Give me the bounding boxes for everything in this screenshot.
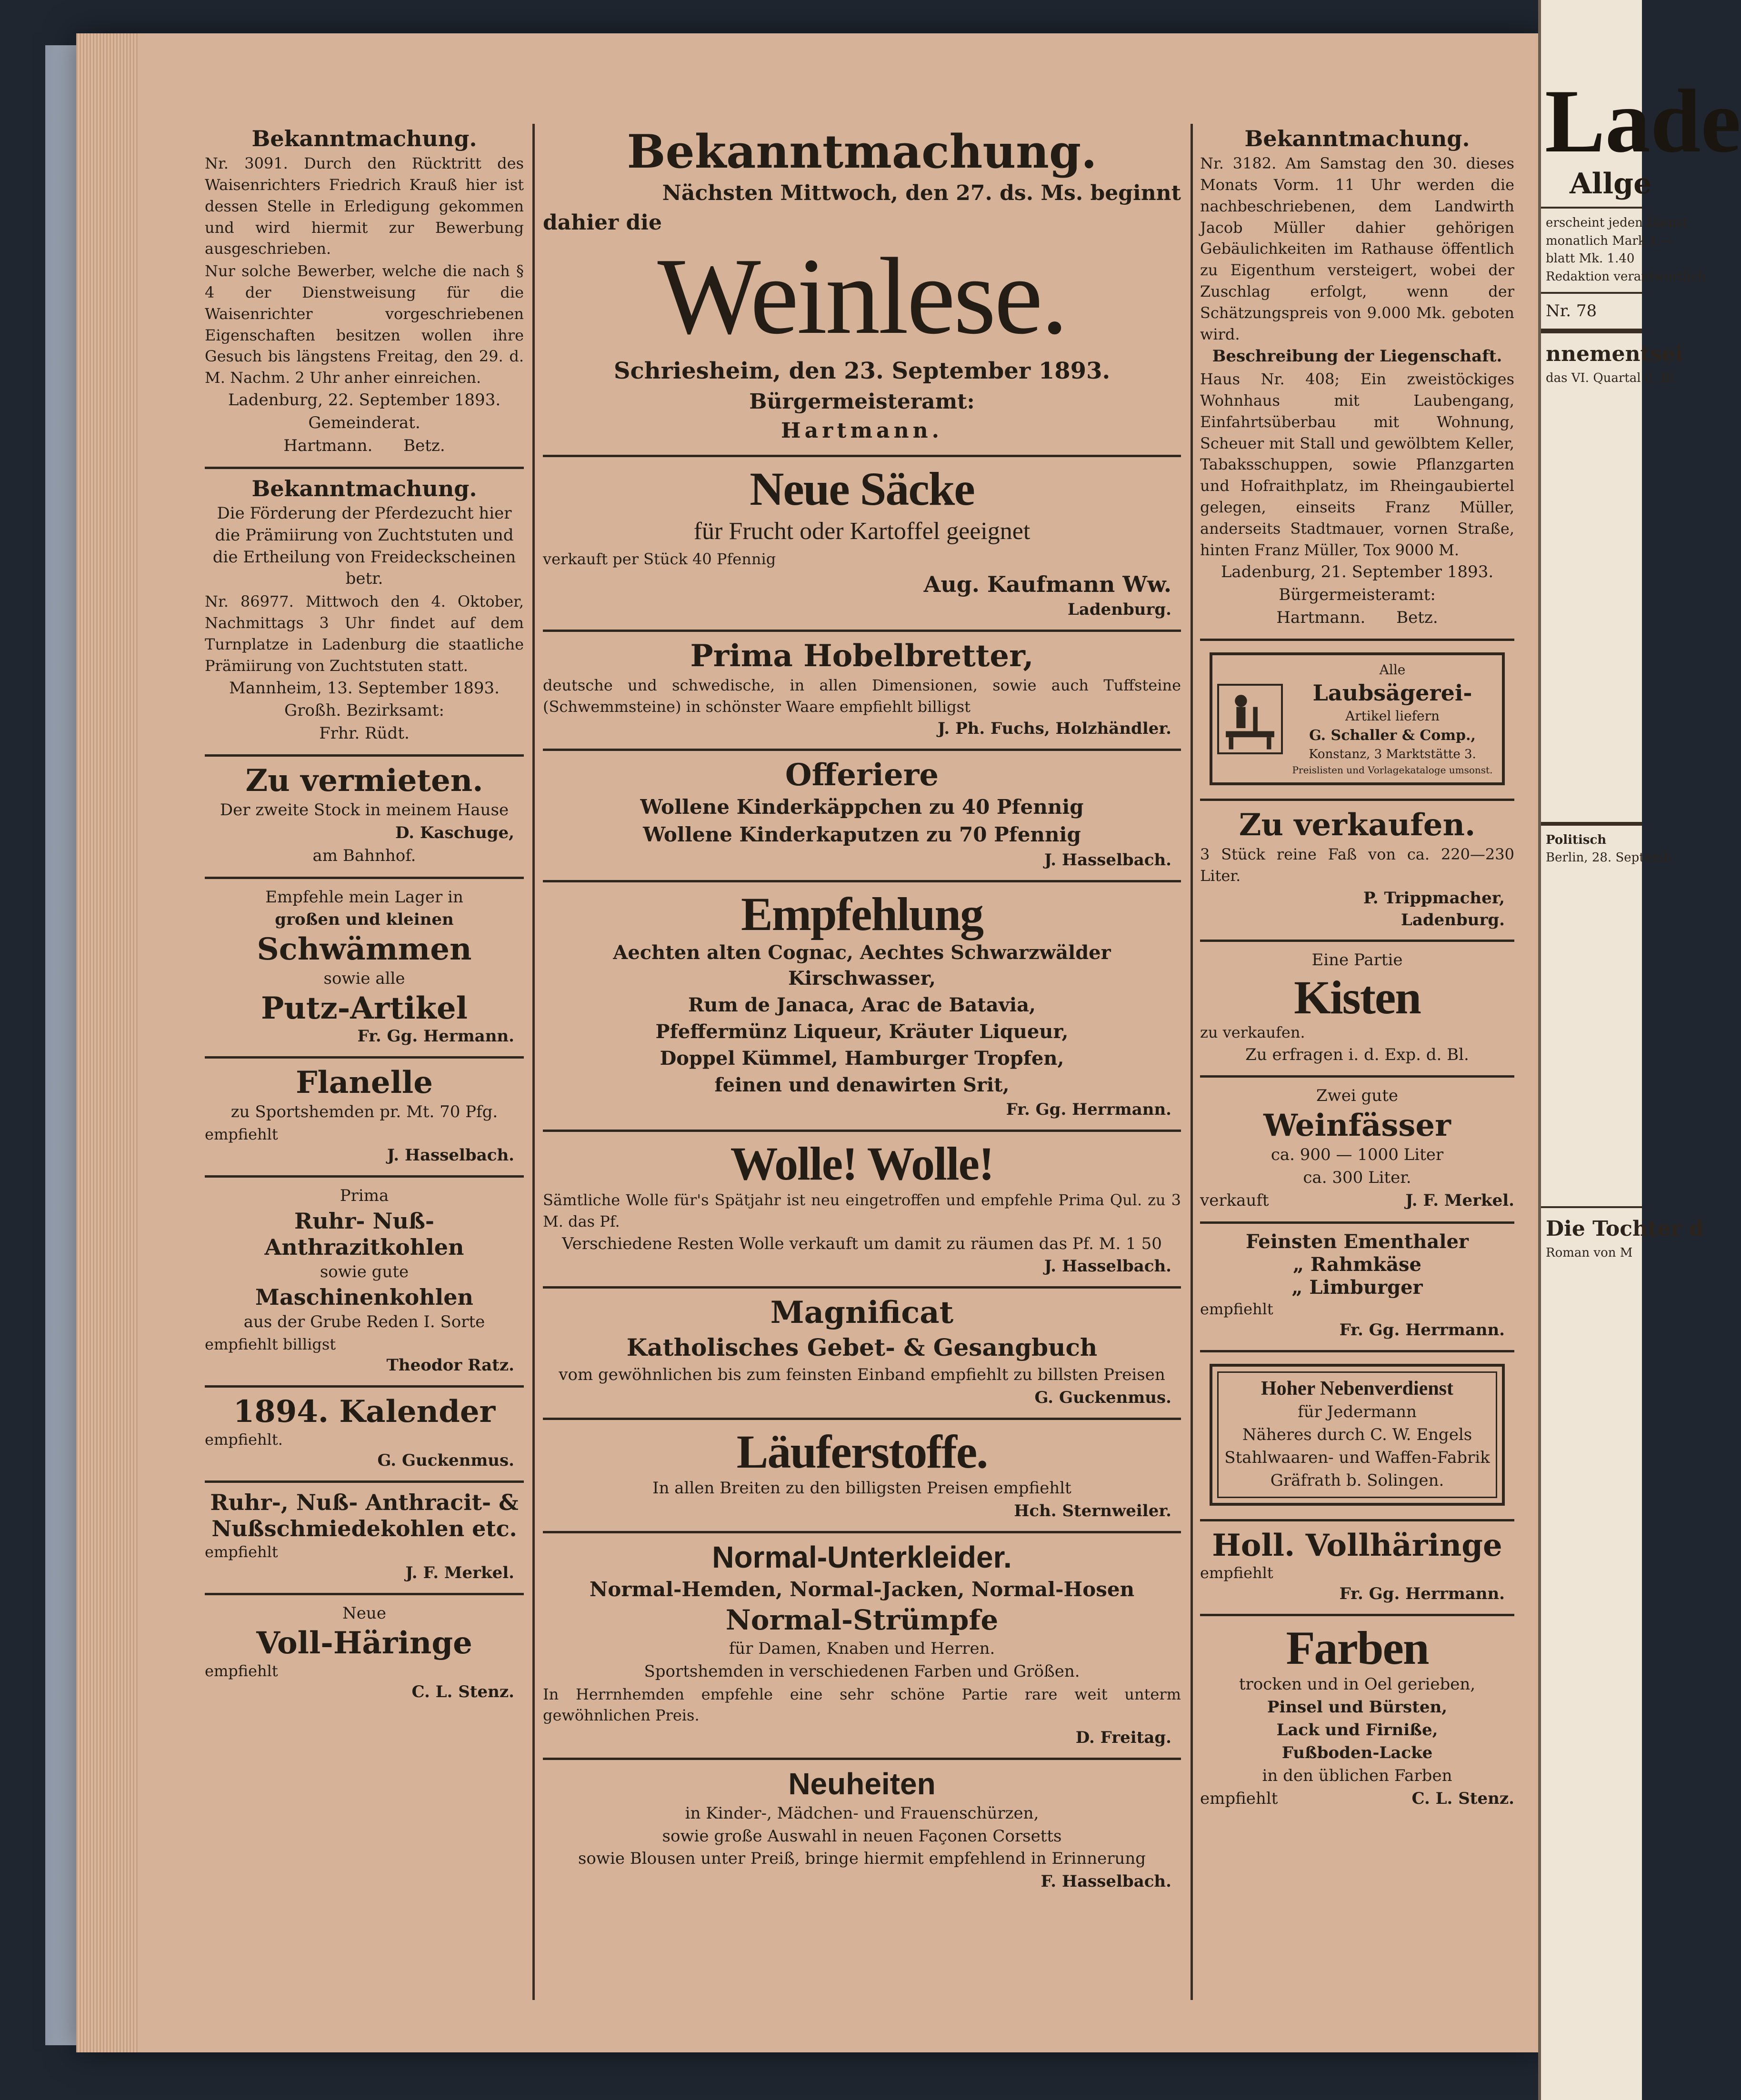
ad-body: Sämtliche Wolle für's Spätjahr ist neu eingetroffen und empfehle Prima Qul. zu 3 M. das Pf. (543, 1190, 1181, 1230)
ad-body: Nr. 86977. Mittwoch den 4. Oktober, Nachmittags 3 Uhr findet auf dem Turnplatze in Ladenburg die staatliche Prämiirung von Zuchtstuten statt. (205, 592, 524, 675)
ad-line: für Damen, Knaben und Herren. (729, 1639, 995, 1658)
ad-title: Prima Hobelbretter, (690, 638, 1034, 674)
ad-pre: Eine Partie (1311, 950, 1403, 970)
ad-title: Ruhr-, Nuß- Anthracit- & Nußschmiedekohlen etc. (210, 1489, 519, 1541)
ad-weinlese (543, 119, 1181, 457)
ad-line: Stahlwaaren- und Waffen-Fabrik (1224, 1448, 1490, 1467)
ad-bekanntmachung-pferdezucht (205, 469, 524, 757)
ad-signature: D. Freitag. (1075, 1728, 1171, 1748)
adjacent-text: blatt Mk. 1.40 (1546, 251, 1635, 266)
ad-office: Bürgermeisteramt: (1279, 585, 1436, 605)
ad-label: empfiehlt (1200, 1789, 1278, 1808)
adjacent-text: monatlich Mark 1.— (1546, 233, 1674, 248)
ad-nebenverdienst (1200, 1352, 1514, 1521)
ad-ruhr-kohlen (205, 1483, 524, 1595)
ad-label: empfiehlt (205, 1125, 278, 1143)
column-rule-1 (532, 124, 535, 2000)
ad-line: Artikel liefern (1345, 708, 1440, 724)
ad-wolle (543, 1132, 1181, 1289)
ad-signature: Fr. Gg. Herrmann. (1339, 1320, 1505, 1340)
ad-label: empfiehlt. (205, 1430, 283, 1449)
ad-empfehlung (543, 882, 1181, 1132)
ad-kaese (1200, 1224, 1514, 1352)
ad-pre: Neue (342, 1604, 386, 1623)
ad-office: Bürgermeisteramt: (749, 389, 975, 414)
ad-title: Bekanntmachung. (251, 126, 477, 151)
ad-pre: Prima (340, 1186, 389, 1205)
ad-signature: Aug. Kaufmann Ww. (923, 571, 1171, 598)
ad-body: Haus Nr. 408; Ein zweistöckiges Wohnhaus mit Laubengang, Einfahrtsüberbau mit Wohnung, Scheuer mit Stall und gewölbtem Keller, Tabaksschuppen, sowie Pflanzgarten und Hofraithplatz, im Rheingaubiertel gelegen, einseits Franz Müller, anderseits Stadtmauer, vornen Straße, hinten Franz Müller, Tox 9000 M. (1200, 370, 1514, 559)
ad-title: Zu verkaufen. (1239, 807, 1476, 843)
ad-pre: großen und kleinen (275, 910, 454, 930)
laubsaegerei-frame (1210, 652, 1505, 785)
adjacent-heading: nnementsei (1546, 342, 1683, 367)
ad-signature: Fr. Gg. Herrmann. (1006, 1100, 1171, 1120)
ad-line: in Kinder-, Mädchen- und Frauenschürzen, (685, 1803, 1039, 1823)
ad-title: Neuheiten (788, 1767, 936, 1801)
ad-signature: Fr. Gg. Herrmann. (1339, 1584, 1505, 1604)
ad-title: Holl. Vollhäringe (1212, 1527, 1502, 1563)
ad-signature: J. F. Merkel. (1405, 1190, 1514, 1210)
ad-line: „ Limburger (1291, 1276, 1423, 1299)
ad-neue-saecke (543, 457, 1181, 632)
ad-body: Zu erfragen i. d. Exp. d. Bl. (1245, 1045, 1469, 1064)
ad-title: 1894. Kalender (233, 1394, 496, 1430)
ad-voll-haeringe (205, 1595, 524, 1712)
ad-title: Maschinenkohlen (255, 1284, 473, 1310)
ad-body: Nr. 3182. Am Samstag den 30. dieses Monats Vorm. 11 Uhr werden die nachbeschriebenen, dem Landwirth Jacob Müller dahier gehörigen Gebäulichkeiten im Rathause öffentlich zu Eigenthum versteigert, wobei der Zuschlag erfolgt, wenn der Schätzungspreis von 9.000 Mk. geboten wird. (1200, 154, 1514, 343)
ad-title: Weinfässer (1263, 1108, 1451, 1144)
ad-signature: J. Hasselbach. (1044, 850, 1171, 870)
ad-body: dahier die (543, 210, 662, 235)
ad-signature-place: Ladenburg. (1067, 600, 1171, 620)
ad-line: ca. 300 Liter. (1303, 1168, 1411, 1187)
ad-title: Hoher Nebenverdienst (1261, 1377, 1454, 1400)
ad-flanelle (205, 1059, 524, 1178)
middle-column (543, 119, 1181, 1901)
ad-line: Doppel Kümmel, Hamburger Tropfen, (660, 1047, 1064, 1070)
ad-line: in den üblichen Farben (1262, 1766, 1452, 1785)
ad-signature: Hch. Sternweiler. (1014, 1501, 1171, 1521)
ad-farben (1200, 1616, 1514, 1819)
ad-title: Bekanntmachung. (1244, 126, 1470, 151)
adjacent-heading: Die Tochter d (1546, 1216, 1704, 1241)
ad-title: Läuferstoffe. (736, 1425, 988, 1479)
ad-signature: J. Hasselbach. (1044, 1257, 1171, 1276)
ad-line: Konstanz, 3 Marktstätte 3. (1309, 747, 1476, 762)
ad-title: Offeriere (785, 757, 939, 793)
adjacent-heading: Politisch (1546, 832, 1607, 847)
ad-line: Lack und Firniße, (1276, 1720, 1438, 1740)
ad-signature: Hartmann. (781, 419, 943, 443)
ad-signature: Frhr. Rüdt. (319, 724, 410, 743)
adjacent-text: das VI. Quartal d. Bl. (1546, 370, 1678, 385)
ad-headline-weinlese: Weinlese. (657, 235, 1067, 357)
ad-label: empfiehlt billigst (205, 1335, 336, 1354)
ad-place-date: Mannheim, 13. September 1893. (229, 678, 500, 698)
ad-line: „ Rahmkäse (1292, 1253, 1422, 1276)
ad-subject: Die Förderung der Pferdezucht hier die Prämiirung von Zuchtstuten und die Ertheilung von Freideckscheinen betr. (212, 503, 516, 589)
ad-signature: Hartmann. (283, 436, 373, 455)
ad-bekanntmachung-waisenrichter (205, 119, 524, 469)
ad-line: Preislisten und Vorlagekataloge umsonst. (1292, 764, 1493, 776)
ad-signature: Betz. (403, 436, 445, 455)
ad-line: Rum de Janaca, Arac de Batavia, (688, 994, 1036, 1017)
ad-label: empfiehlt (205, 1661, 278, 1680)
ad-title: Flanelle (296, 1065, 433, 1101)
ad-signature: Betz. (1396, 608, 1438, 628)
ad-body: zu Sportshemden pr. Mt. 70 Pfg. (230, 1102, 498, 1121)
ad-line: Normal-Hemden, Normal-Jacken, Normal-Hosen (589, 1577, 1135, 1601)
ad-line: Aechten alten Cognac, Aechtes Schwarzwälder Kirschwasser, (613, 941, 1111, 990)
ad-signature: G. Guckenmus. (1034, 1388, 1171, 1408)
adjacent-subtitle: Allge (1570, 167, 1652, 200)
ad-signature: Fr. Gg. Hermann. (357, 1027, 514, 1046)
ad-kisten (1200, 942, 1514, 1078)
ad-signature: P. Trippmacher, (1363, 888, 1505, 908)
adjacent-body-spacer (1541, 867, 1642, 1200)
ad-line: Wollene Kinderkaputzen zu 70 Pfennig (643, 823, 1081, 847)
ad-body: Nächsten Mittwoch, den 27. ds. Ms. beginnt (662, 181, 1181, 206)
ad-schwaemmen (205, 879, 524, 1059)
ad-office: Gemeinderat. (308, 413, 420, 432)
ad-line: feinen und denawirten Srit, (714, 1074, 1010, 1097)
ad-signature: C. L. Stenz. (1411, 1789, 1514, 1808)
ad-body: zu verkaufen. (1200, 1023, 1305, 1042)
ad-signature: F. Hasselbach. (1041, 1872, 1171, 1891)
left-column (205, 119, 524, 1712)
ad-zu-verkaufen (1200, 801, 1514, 942)
ad-signature: D. Kaschuge, (395, 823, 514, 842)
ad-hobelbretter (543, 632, 1181, 751)
ad-label: empfiehlt (205, 1543, 278, 1561)
ad-signature: J. Hasselbach. (387, 1145, 514, 1165)
ad-body: Verschiedene Resten Wolle verkauft um damit zu räumen das Pf. M. 1 50 (562, 1234, 1162, 1253)
ad-bekanntmachung-versteigerung (1200, 119, 1514, 641)
ad-body: deutsche und schwedische, in allen Dimensionen, sowie auch Tuffsteine (Schwemmsteine) in schönster Waare empfiehlt billigst (543, 676, 1181, 716)
ad-signature: C. L. Stenz. (411, 1682, 514, 1701)
adjacent-rule (1541, 1206, 1642, 1208)
ad-body: Der zweite Stock in meinem Hause (220, 800, 509, 820)
ad-weinfaesser (1200, 1078, 1514, 1223)
ad-signature: Hartmann. (1276, 608, 1366, 628)
ad-neuheiten (543, 1760, 1181, 1901)
ad-signature-place: Ladenburg. (1401, 910, 1505, 930)
ad-title: Bekanntmachung. (251, 475, 477, 501)
ad-body: für Frucht oder Kartoffel geeignet (693, 517, 1031, 545)
ad-title: Normal-Unterkleider. (712, 1540, 1012, 1574)
ad-line: Wollene Kinderkäppchen zu 40 Pfennig (640, 795, 1084, 819)
ad-title: Voll-Häringe (256, 1625, 472, 1661)
ad-body: In Herrnhemden empfehle eine sehr schöne Partie rare weit unterm gewöhnlichen Preis. (543, 1685, 1181, 1725)
ad-line: Näheres durch C. W. Engels (1242, 1425, 1472, 1444)
adjacent-text: Berlin, 28. Septemb (1546, 850, 1671, 865)
ad-title: Bekanntmachung. (627, 125, 1097, 179)
ad-title: Empfehlung (741, 888, 983, 941)
adjacent-rule (1541, 292, 1642, 294)
ad-subtitle: Beschreibung der Liegenschaft. (1212, 347, 1502, 366)
adjacent-text: Nr. 78 (1546, 301, 1597, 320)
ad-price: verkauft per Stück 40 Pfennig (543, 550, 776, 568)
ad-title: Ruhr- Nuß- Anthrazitkohlen (264, 1208, 464, 1260)
adjacent-body-spacer (1541, 388, 1642, 816)
adjacent-page (1538, 0, 1741, 2100)
ad-pre: Empfehle mein Lager in (265, 887, 463, 907)
ad-place-date: Schriesheim, den 23. September 1893. (613, 358, 1111, 385)
ad-title: Schwämmen (257, 931, 472, 968)
ad-normal-unterkleider (543, 1533, 1181, 1760)
ad-line: Pfeffermünz Liqueur, Kräuter Liqueur, (655, 1020, 1069, 1043)
ad-line: Fußboden-Lacke (1281, 1743, 1433, 1762)
ad-line: Pinsel und Bürsten, (1267, 1698, 1448, 1717)
ad-place-date: Ladenburg, 22. September 1893. (228, 390, 501, 410)
ad-body: sowie gute (320, 1262, 409, 1282)
ad-title: Magnificat (770, 1295, 954, 1331)
ad-line: sowie Blousen unter Preiß, bringe hiermit empfehlend in Erinnerung (578, 1849, 1146, 1869)
ad-body: vom gewöhnlichen bis zum feinsten Einband empfiehlt zu billsten Preisen (559, 1365, 1165, 1385)
ad-holl-vollhaeringe (1200, 1521, 1514, 1617)
adjacent-rule (1541, 822, 1642, 826)
ad-body: Nur solche Bewerber, welche die nach § 4 der Dienstweisung für die Waisenrichter vorgeschriebenen Eigenschaften besitzen wollen ihre Gesuch bis längstens Freitag, den 29. d. M. Nachm. 2 Uhr anher einreichen. (205, 262, 524, 387)
adjacent-text: Redaktion verantwortlich (1546, 270, 1706, 284)
ad-pre: Zwei gute (1316, 1086, 1398, 1106)
ad-title: Laubsägerei- (1312, 680, 1472, 706)
ad-subtitle: Katholisches Gebet- & Gesangbuch (626, 1333, 1098, 1361)
adjacent-rule (1541, 329, 1642, 333)
ad-laubsaegerei (1200, 641, 1514, 801)
ad-title: Kisten (1294, 971, 1421, 1024)
ad-title: Neue Säcke (750, 462, 974, 515)
ad-line: Feinsten Ementhaler (1246, 1230, 1469, 1253)
ad-place-date: Ladenburg, 21. September 1893. (1221, 562, 1494, 582)
ad-laeuferstoffe (543, 1420, 1181, 1533)
ad-line: trocken und in Oel gerieben, (1239, 1675, 1476, 1694)
ad-line: ca. 900 — 1000 Liter (1271, 1145, 1444, 1164)
ad-body: sowie alle (323, 969, 405, 988)
ad-kalender (205, 1388, 524, 1483)
ad-signature: J. F. Merkel. (405, 1563, 514, 1583)
ad-signature-note: am Bahnhof. (312, 846, 416, 865)
ad-kohlen (205, 1178, 524, 1388)
ad-line: sowie große Auswahl in neuen Façonen Corsetts (662, 1826, 1062, 1846)
ad-body: In allen Breiten zu den billigsten Preisen empfiehlt (652, 1479, 1071, 1498)
ad-signature: G. Guckenmus. (377, 1450, 514, 1470)
ad-line: Gräfrath b. Solingen. (1270, 1470, 1444, 1490)
ad-line: für Jedermann (1298, 1402, 1417, 1422)
adjacent-text: erscheint jeden Dienst (1546, 216, 1688, 230)
nebenverdienst-frame (1210, 1364, 1505, 1506)
ad-label: empfiehlt (1200, 1300, 1273, 1318)
ad-firm: G. Schaller & Comp., (1309, 727, 1476, 744)
adjacent-rule (1541, 207, 1642, 209)
ad-line: Sportshemden in verschiedenen Farben und Größen. (644, 1661, 1080, 1681)
ad-body: aus der Grube Reden I. Sorte (243, 1312, 485, 1332)
ad-title: Putz-Artikel (261, 990, 468, 1026)
ad-signature: Theodor Ratz. (386, 1356, 514, 1375)
ad-title: Zu vermieten. (245, 763, 483, 799)
column-rule-2 (1191, 124, 1193, 2000)
page-edge (76, 33, 138, 2052)
adjacent-masthead: Lade (1545, 71, 1741, 171)
woodworker-illustration-icon (1217, 684, 1283, 754)
ad-body: 3 Stück reine Faß von ca. 220—230 Liter. (1200, 845, 1514, 885)
ad-label: empfiehlt (1200, 1564, 1273, 1582)
right-column (1200, 119, 1514, 1820)
ad-zu-vermieten (205, 757, 524, 879)
adjacent-text: Roman von M (1546, 1245, 1633, 1260)
ad-offeriere (543, 751, 1181, 882)
ad-pre: Alle (1379, 662, 1406, 678)
ad-signature: J. Ph. Fuchs, Holzhändler. (937, 719, 1171, 739)
ad-line: Normal-Strümpfe (725, 1604, 999, 1637)
ad-body: Nr. 3091. Durch den Rücktritt des Waisenrichters Friedrich Krauß hier ist dessen Stelle in Erledigung gekommen und wird hiermit zur Bewerbung ausgeschrieben. (205, 154, 524, 258)
ad-title: Wolle! Wolle! (730, 1137, 994, 1190)
ad-office: Großh. Bezirksamt: (284, 701, 444, 720)
ad-title: Farben (1286, 1621, 1429, 1675)
ad-magnificat (543, 1289, 1181, 1420)
ad-label: verkauft (1200, 1190, 1269, 1210)
